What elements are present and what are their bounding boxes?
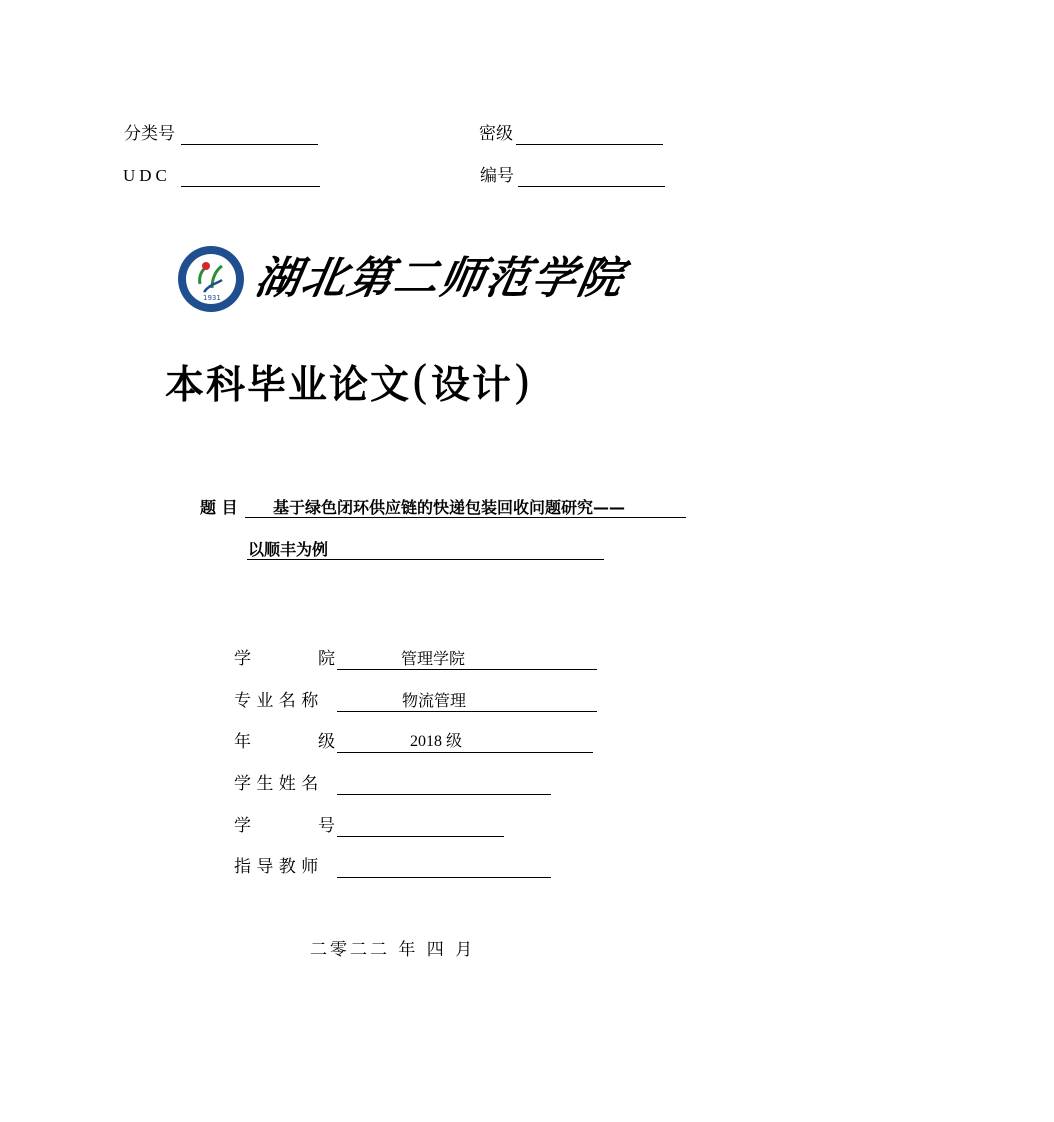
major-value: 物流管理 [402,691,467,710]
grade-label-1: 年 [234,732,251,752]
topic-underline-1[interactable] [245,516,686,518]
topic-underline-2[interactable] [247,558,604,560]
submission-date: 二零二二 年 四 月 [310,940,476,960]
thesis-heading-design: 设计 [430,363,513,408]
major-field[interactable] [337,710,597,712]
paren-close: ) [512,355,533,409]
college-value: 管理学院 [401,649,466,668]
college-label-1: 学 [234,649,251,669]
number-field[interactable] [518,185,665,187]
advisor-field[interactable] [337,876,551,878]
student-name-field[interactable] [337,793,551,795]
udc-field[interactable] [181,185,320,187]
paren-open: ( [411,355,431,409]
college-label-2: 院 [318,649,335,669]
topic-line-2: 以顺丰为例 [248,540,329,559]
classification-label: 分类号 [124,124,175,144]
grade-label-2: 级 [318,732,335,752]
secrecy-field[interactable] [516,143,663,145]
secrecy-label: 密级 [479,124,513,144]
college-field[interactable] [337,668,597,670]
advisor-label: 指 导 教 师 [234,857,319,877]
student-id-label-1: 学 [234,816,251,836]
thesis-heading-main: 本科毕业论文 [165,363,412,408]
student-name-label: 学 生 姓 名 [234,774,319,794]
university-seal-icon [178,246,244,312]
classification-field[interactable] [181,143,318,145]
student-id-label-2: 号 [318,816,335,836]
udc-label: UDC [123,166,171,185]
student-id-field[interactable] [337,835,504,837]
grade-value: 2018 级 [410,733,463,750]
school-name: 湖北第二师范学院 [251,253,629,304]
thesis-heading [165,350,533,418]
major-label: 专 业 名 称 [234,691,319,711]
number-label: 编号 [480,166,514,186]
topic-line-1: 基于绿色闭环供应链的快递包装回收问题研究—— [273,498,626,517]
topic-label: 题 目 [200,498,238,517]
grade-field[interactable] [337,751,593,753]
seal-year: 1931 [203,294,221,302]
